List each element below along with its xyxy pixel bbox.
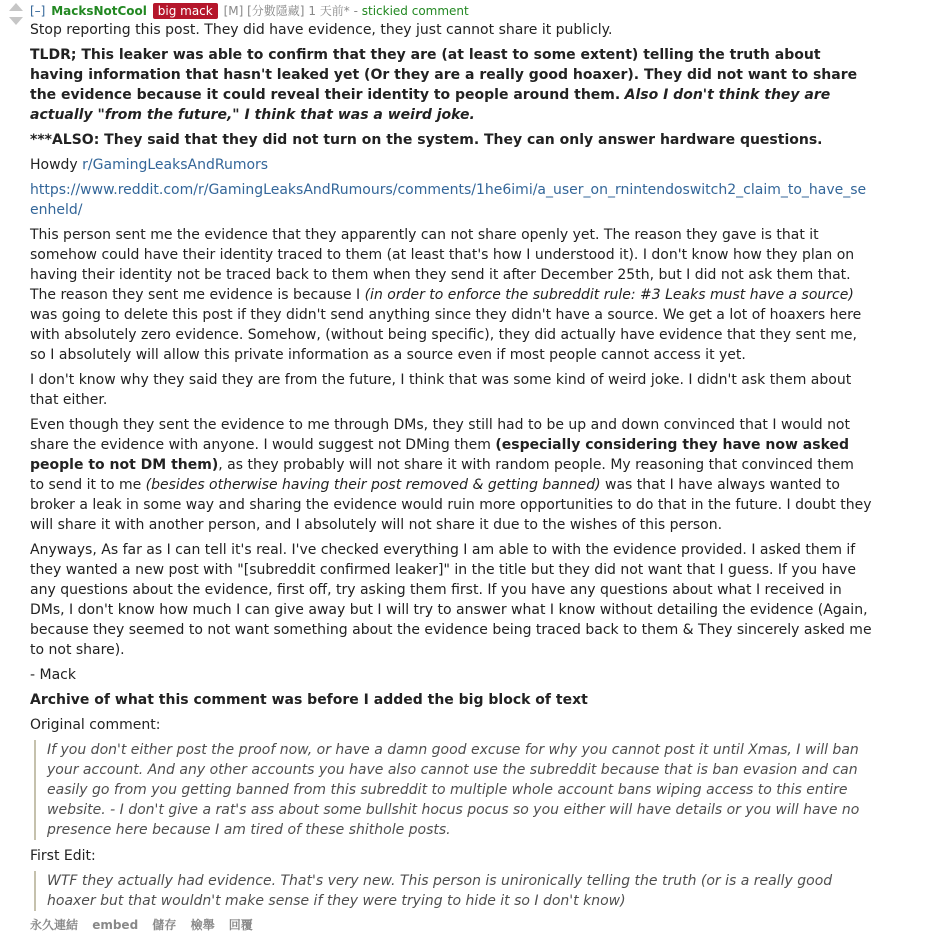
stickied-label: stickied comment bbox=[361, 4, 469, 18]
tldr-italic-text: Also I don't think they are actually "from the future," I think that was a weird joke. bbox=[30, 87, 831, 123]
original-comment-quote bbox=[34, 740, 872, 840]
save-button[interactable]: 儲存 bbox=[152, 918, 177, 932]
reply-button[interactable]: 回覆 bbox=[228, 918, 253, 932]
text-segment: This person sent me the evidence that they apparently can not share openly yet. The reason they gave is that it somehow could have their identity traced to them (at least that's how I understood it). I don't know how they plan on having their identity not be traced back to them when they send it after December 25th, but I did not ask them that. The reason they sent me evidence is because I bbox=[30, 227, 855, 303]
bold-note: (especially considering they have now asked people to not DM them) bbox=[30, 437, 850, 473]
moderator-badge: [M] bbox=[223, 4, 244, 18]
paragraph: Anyways, As far as I can tell it's real. I've checked everything I am able to with the evidence provided. I asked them if they wanted a new post with "[subreddit confirmed leaker]" in the title but they did not want that I guess. If you have any questions about the evidence, first off, try asking them first. If you have any questions about what I received in DMs, I don't know how much I can give away but I will try to answer what I know without detailing the evidence (Again, because they seemed to not want something about the evidence being traced back to them & They sincerely asked me to not share). bbox=[30, 542, 872, 658]
quote-text: If you don't either post the proof now, or have a damn good excuse for why you cannot post it until Xmas, I will ban your account. And any other accounts you have also cannot use the subreddit because that is ban evasion and can easily go from you getting banned from this subreddit to multiple whole account bans wiping access to this entire website. - I don't give a rat's ass about some bullshit hocus pocus so you either will have details or you will have no presence here because I am tired of these shithole posts. bbox=[47, 742, 860, 838]
permalink-button[interactable]: 永久連結 bbox=[30, 918, 79, 932]
user-flair: big mack bbox=[153, 3, 218, 19]
comment-actions bbox=[30, 917, 938, 933]
comment-body bbox=[30, 20, 872, 911]
report-button[interactable]: 檢舉 bbox=[190, 918, 215, 932]
text-segment: Even though they sent the evidence to me through DMs, they still had to be up and down convinced that I would not share the evidence with anyone. I would suggest not DMing them bbox=[30, 417, 850, 453]
howdy-text: Howdy bbox=[30, 157, 83, 173]
paragraph: Stop reporting this post. They did have evidence, they just cannot share it publicly. bbox=[30, 22, 613, 38]
first-edit-label: First Edit: bbox=[30, 848, 96, 864]
dm-paragraph bbox=[30, 415, 872, 535]
italic-note: (besides otherwise having their post removed & getting banned) bbox=[145, 477, 601, 493]
separator: - bbox=[349, 4, 362, 18]
comment-tagline bbox=[30, 2, 938, 20]
archive-text: Archive of what this comment was before I added the big block of text bbox=[30, 692, 588, 708]
downvote-arrow-icon[interactable] bbox=[9, 17, 23, 25]
text-segment: was going to delete this post if they didn't send anything since they didn't have a source. We get a lot of hoaxers here with absolutely zero evidence. Somehow, (without being specific), they did actually have evidence that they sent me, so I absolutely will allow this private information as a source even if most people cannot access it yet. bbox=[30, 307, 862, 363]
post-url-link[interactable]: https://www.reddit.com/r/GamingLeaksAndRumours/comments/1he6imi/a_user_on_rnintendoswitch2_claim_to_have_seenheld/ bbox=[30, 182, 867, 218]
subreddit-link[interactable]: r/GamingLeaksAndRumors bbox=[82, 157, 269, 173]
embed-button[interactable]: embed bbox=[92, 918, 139, 932]
collapse-toggle[interactable]: [–] bbox=[30, 4, 46, 18]
evidence-paragraph bbox=[30, 225, 872, 365]
author-link[interactable]: MacksNotCool bbox=[51, 4, 147, 18]
tldr-paragraph bbox=[30, 45, 872, 125]
comment-time: 1 天前* bbox=[308, 4, 350, 18]
also-paragraph bbox=[30, 130, 872, 150]
original-label: Original comment: bbox=[30, 717, 161, 733]
howdy-paragraph bbox=[30, 155, 872, 175]
text-segment: was that I have always wanted to broker a leak in some way and sharing the evidence would ruin more opportunities to do that in the future. I doubt they will share it with another person, and I absolutely will not share it due to the wishes of this person. bbox=[30, 477, 872, 533]
paragraph: I don't know why they said they are from the future, I think that was some kind of weird joke. I didn't ask them about that either. bbox=[30, 372, 852, 408]
signature: - Mack bbox=[30, 667, 76, 683]
url-paragraph bbox=[30, 180, 872, 220]
tldr-text: TLDR; This leaker was able to confirm that they are (at least to some extent) telling the truth about having information that hasn't leaked yet (Or they are a really good hoaxer). They did not want to share the evidence because it could reveal their identity to people around them. bbox=[30, 47, 858, 103]
text-segment: , as they probably will not share it with random people. My reasoning that convinced them to send it to me bbox=[30, 457, 854, 493]
quote-text: WTF they actually had evidence. That's very new. This person is unironically telling the truth (or is a really good hoaxer but that wouldn't make sense if they were trying to hide it so I don't know) bbox=[47, 873, 833, 909]
also-text: ***ALSO: They said that they did not turn on the system. They can only answer hardware questions. bbox=[30, 132, 823, 148]
score-hidden: [分數隱藏] bbox=[247, 4, 305, 18]
rule-note: (in order to enforce the subreddit rule: #3 Leaks must have a source) bbox=[364, 287, 854, 303]
vote-controls bbox=[8, 3, 24, 27]
upvote-arrow-icon[interactable] bbox=[9, 3, 23, 11]
archive-heading bbox=[30, 690, 872, 710]
first-edit-quote bbox=[34, 871, 872, 911]
